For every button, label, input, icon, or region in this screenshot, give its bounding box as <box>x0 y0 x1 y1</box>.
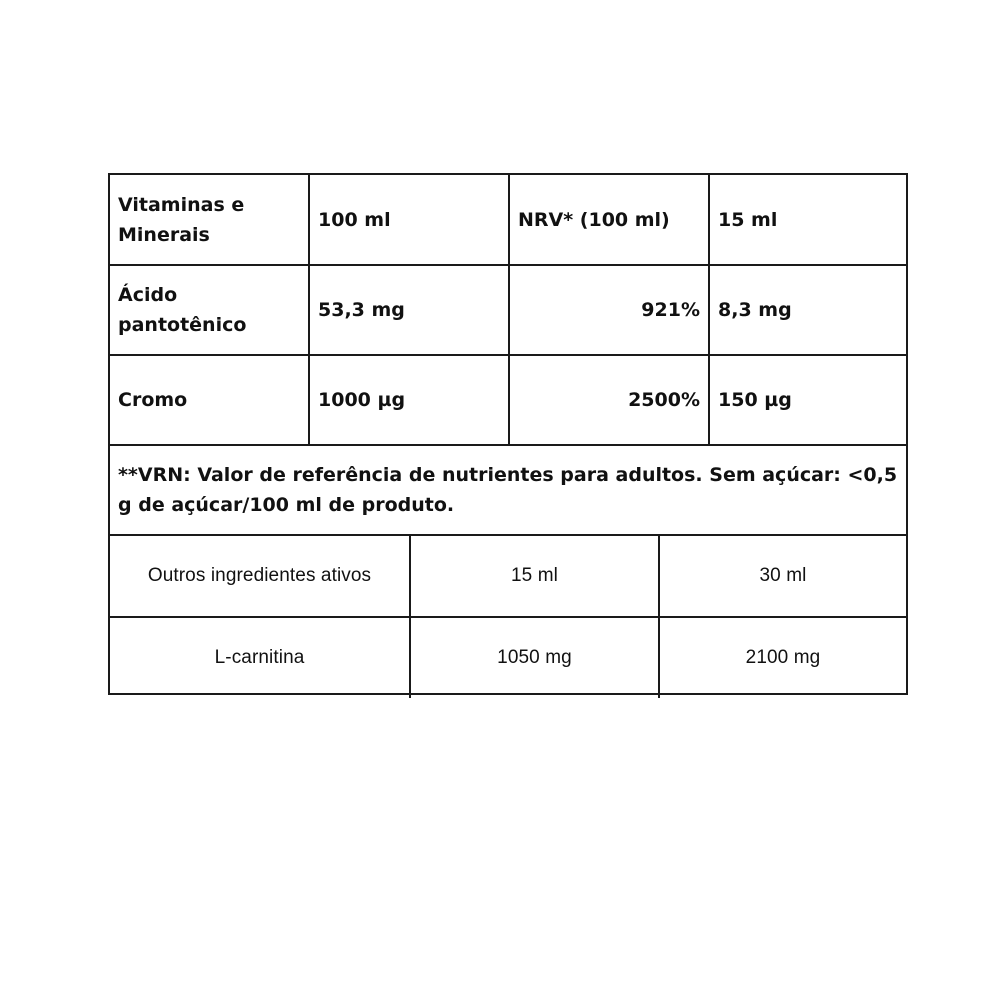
header-cell-ingredient: Outros ingredientes ativos <box>110 536 410 617</box>
amount-15ml: 150 µg <box>709 355 906 445</box>
nutrition-info-sheet <box>108 173 908 695</box>
header-cell-nrv: NRV* (100 ml) <box>509 175 709 265</box>
header-cell-per-100ml: 100 ml <box>309 175 509 265</box>
header-cell-per-15ml: 15 ml <box>709 175 906 265</box>
amount-100ml: 1000 µg <box>309 355 509 445</box>
table-row <box>110 355 906 445</box>
nutrient-name: Cromo <box>110 355 309 445</box>
active-ingredients-table <box>110 536 906 698</box>
amount-15ml: 8,3 mg <box>709 265 906 355</box>
nrv-percent: 2500% <box>509 355 709 445</box>
nutrient-name: Ácido pantotênico <box>110 265 309 355</box>
ingredient-name: L-carnitina <box>110 617 410 698</box>
header-cell-15ml: 15 ml <box>410 536 659 617</box>
footnote-text: **VRN: Valor de referência de nutrientes para adultos. Sem açúcar: <0,5 g de açúcar/100 ml de produto. <box>110 445 906 535</box>
amount-30ml: 2100 mg <box>659 617 906 698</box>
amount-15ml: 1050 mg <box>410 617 659 698</box>
nrv-percent: 921% <box>509 265 709 355</box>
table-row <box>110 617 906 698</box>
header-cell-nutrient: Vitaminas e Minerais <box>110 175 309 265</box>
footnote-row <box>110 445 906 535</box>
table-header-row <box>110 175 906 265</box>
table-row <box>110 265 906 355</box>
amount-100ml: 53,3 mg <box>309 265 509 355</box>
header-cell-30ml: 30 ml <box>659 536 906 617</box>
vitamins-minerals-table <box>110 175 906 536</box>
table-header-row <box>110 536 906 617</box>
